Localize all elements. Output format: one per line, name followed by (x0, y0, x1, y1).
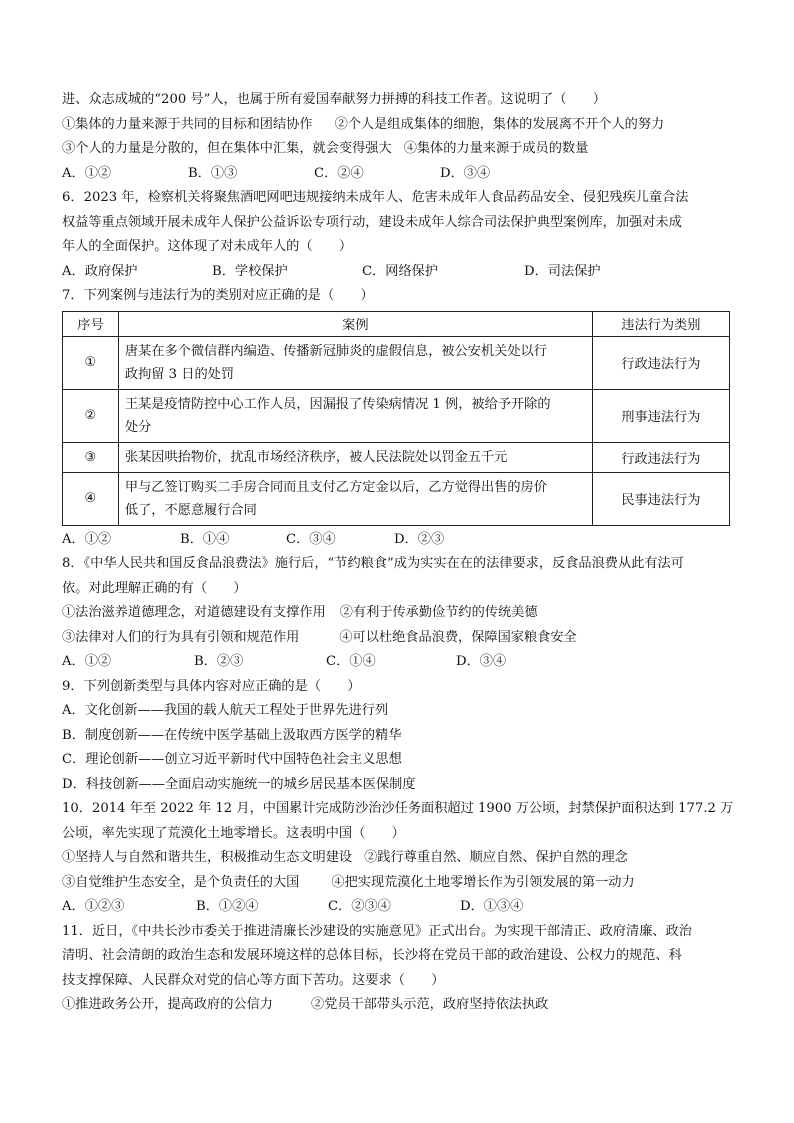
q10-statements-row1 (62, 846, 732, 871)
table-header-case: 案例 (118, 311, 592, 336)
table-row (63, 336, 730, 389)
row-type: 民事违法行为 (592, 472, 729, 525)
q5-options (62, 162, 732, 187)
row-num: ② (63, 389, 119, 442)
q8-option-c[interactable]: C．①④ (326, 654, 376, 669)
row-num: ① (63, 336, 119, 389)
q5-option-a[interactable]: A．①② (62, 165, 112, 181)
q5-stem-line: 进、众志成城的“200 号”人，也属于所有爱国奉献努力拼搏的科技工作者。这说明了（ ） (62, 92, 606, 107)
q8-statements-row2 (62, 626, 732, 651)
row-num: ④ (63, 472, 119, 525)
q8-statement-1: ①法治滋养道德理念，对道德建设有支撑作用 (62, 605, 326, 620)
q7-option-a[interactable]: A．①② (62, 531, 112, 547)
row-case-line: 低了，不愿意履行合同 (124, 502, 257, 518)
q7-option-b[interactable]: B．①④ (180, 531, 230, 547)
row-case-line: 甲与乙签订购买二手房合同而且支付乙方定金以后，乙方觉得出售的房价 (124, 479, 547, 495)
q6-option-b[interactable]: B．学校保护 (212, 263, 288, 279)
q8-statements-row1 (62, 601, 732, 626)
row-type: 行政违法行为 (592, 442, 729, 472)
table-row (63, 442, 730, 472)
q5-option-b[interactable]: B．①③ (188, 165, 238, 181)
row-case-line: 张某因哄抬物价，扰乱市场经济秩序，被人民法院处以罚金五千元 (124, 449, 508, 465)
q11-statements-row1 (62, 993, 732, 1018)
q6-options (62, 260, 732, 285)
q5-option-c[interactable]: C．②④ (314, 165, 364, 181)
q10-options (62, 895, 732, 920)
q8-statement-4: ④可以杜绝食品浪费，保障国家粮食安全 (339, 629, 577, 645)
q10-statement-3: ③自觉维护生态安全，是个负责任的大国 (62, 874, 300, 890)
q8-option-d[interactable]: D．③④ (456, 654, 507, 669)
row-case-line: 王某是疫情防控中心工作人员，因漏报了传染病情况 1 例，被给予开除的 (124, 396, 551, 412)
q9-option-d[interactable]: D．科技创新——全面启动实施统一的城乡居民基本医保制度 (62, 776, 416, 792)
q7-table (62, 311, 730, 526)
q6-option-c[interactable]: C．网络保护 (362, 263, 439, 279)
q10-option-b[interactable]: B．①②④ (196, 899, 259, 914)
q7-options (62, 528, 732, 553)
row-case-line: 处分 (124, 419, 152, 435)
q10-statements-row2 (62, 871, 732, 896)
row-case (118, 336, 592, 389)
q10-statement-4: ④把实现荒漠化土地零增长作为引领发展的第一动力 (331, 874, 635, 890)
q11-stem-line3: 技支撑保障、人民群众对党的信心等方面下苦功。这要求（ ） (62, 972, 445, 988)
q10-statement-2: ②践行尊重自然、顺应自然、保护自然的理念 (364, 850, 628, 865)
q10-option-d[interactable]: D．①③④ (460, 899, 524, 914)
q11-statement-2: ②党员干部带头示范，政府坚持依法执政 (311, 997, 549, 1012)
q6-option-d[interactable]: D．司法保护 (524, 263, 601, 279)
q5-statements-row2 (62, 137, 732, 162)
q8-stem-line1: 8．《中华人民共和国反食品浪费法》施行后，“节约粮食”成为实实在在的法律要求，反食品浪费从此有法可 (62, 556, 684, 571)
table-row (63, 389, 730, 442)
q7-option-d[interactable]: D．②③ (394, 531, 445, 547)
q8-statement-2: ②有利于传承勤俭节约的传统美德 (339, 605, 538, 620)
q5-statement-1: ①集体的力量来源于共同的目标和团结协作 (62, 116, 313, 132)
row-case-line: 唐某在多个微信群内编造、传播新冠肺炎的虚假信息，被公安机关处以行 (124, 343, 547, 359)
q6-option-a[interactable]: A．政府保护 (62, 263, 138, 279)
table-header-row (63, 311, 730, 336)
q8-options (62, 650, 732, 675)
q8-option-b[interactable]: B．②③ (194, 654, 244, 669)
q9-stem: 9．下列创新类型与具体内容对应正确的是（ ） (62, 678, 361, 694)
q10-statement-1: ①坚持人与自然和谐共生，积极推动生态文明建设 (62, 850, 353, 865)
row-case (118, 389, 592, 442)
table-header-num: 序号 (63, 311, 119, 336)
q10-option-c[interactable]: C．②③④ (328, 899, 391, 914)
q9-option-a[interactable]: A．文化创新——我国的载人航天工程处于世界先进行列 (62, 703, 389, 718)
q11-statement-1: ①推进政务公开，提高政府的公信力 (62, 997, 273, 1012)
q6-stem-line1: 6．2023 年，检察机关将聚焦酒吧网吧违规接纳未成年人、危害未成年人食品药品安全、侵犯残疾儿童合法 (62, 190, 689, 205)
q7-option-c[interactable]: C．③④ (286, 531, 336, 547)
table-header-type: 违法行为类别 (592, 311, 729, 336)
q11-stem-line2: 清明、社会清朗的政治生态和发展环境这样的总体目标，长沙将在党员干部的政治建设、公权力的规范、科 (62, 948, 682, 963)
q5-statement-2: ②个人是组成集体的细胞，集体的发展离不开个人的努力 (334, 116, 665, 132)
q10-stem-line1: 10．2014 年至 2022 年 12 月，中国累计完成防沙治沙任务面积超过 1900 万公顷，封禁保护面积达到 177.2 万 (62, 801, 734, 816)
q10-stem-line2: 公顷，率先实现了荒漠化土地零增长。这表明中国（ ） (62, 825, 405, 841)
q8-statement-3: ③法律对人们的行为具有引领和规范作用 (62, 629, 300, 645)
row-case (118, 472, 592, 525)
q6-stem-line3: 年人的全面保护。这体现了对未成年人的（ ） (62, 239, 353, 254)
row-type: 行政违法行为 (592, 336, 729, 389)
q6-stem-line2: 权益等重点领域开展未成年人保护公益诉讼专项行动，建设未成年人综合司法保护典型案例库，加强对未成 (62, 214, 682, 230)
q5-option-d[interactable]: D．③④ (440, 165, 491, 181)
q10-option-a[interactable]: A．①②③ (62, 899, 125, 914)
q9-option-c[interactable]: C．理论创新——创立习近平新时代中国特色社会主义思想 (62, 752, 402, 767)
q5-statements-row1 (62, 113, 732, 138)
q5-statement-4: ④集体的力量来源于成员的数量 (403, 141, 589, 156)
row-case-line: 政拘留 3 日的处罚 (124, 366, 235, 382)
row-case (118, 442, 592, 472)
q5-statement-3: ③个人的力量是分散的，但在集体中汇集，就会变得强大 (62, 141, 392, 156)
row-num: ③ (63, 442, 119, 472)
q7-stem: 7．下列案例与违法行为的类别对应正确的是（ ） (62, 288, 374, 303)
q8-stem-line2: 依。对此理解正确的有（ ） (62, 580, 247, 596)
q9-option-b[interactable]: B．制度创新——在传统中医学基础上汲取西方医学的精华 (62, 727, 402, 743)
row-type: 刑事违法行为 (592, 389, 729, 442)
q11-stem-line1: 11．近日，《中共长沙市委关于推进清廉长沙建设的实施意见》正式出台。为实现干部清正、政府清廉、政治 (62, 923, 692, 939)
exam-page (62, 88, 732, 1018)
q8-option-a[interactable]: A．①② (62, 654, 112, 669)
table-row (63, 472, 730, 525)
